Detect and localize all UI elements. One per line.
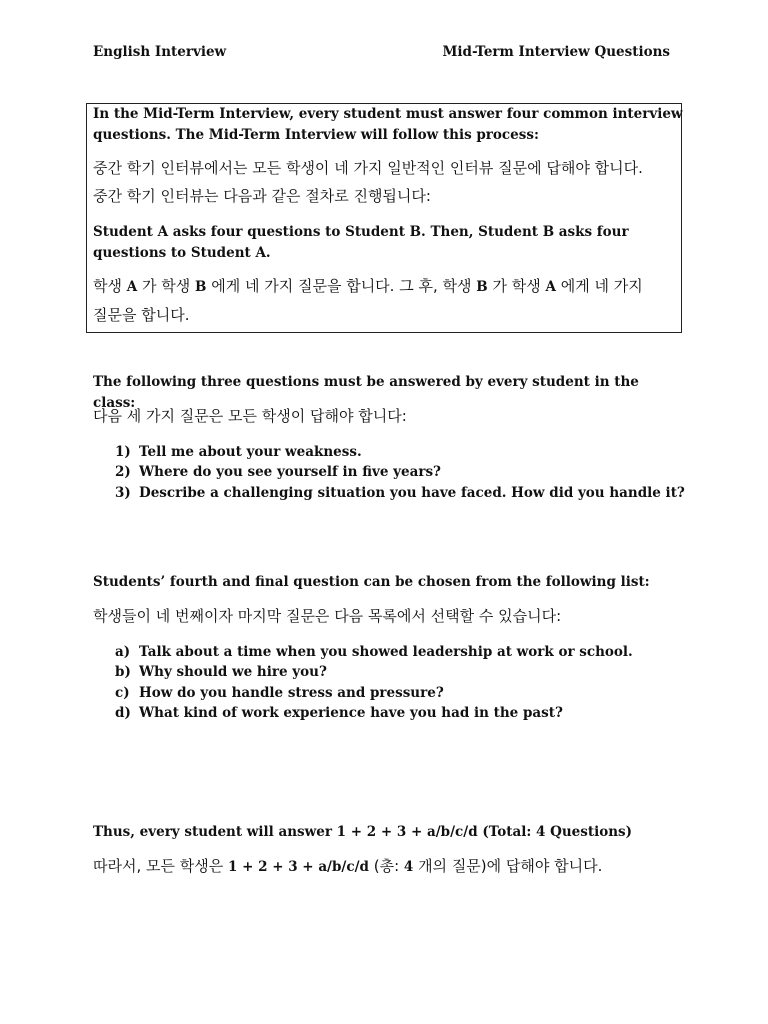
fourth-question-list bbox=[115, 642, 633, 723]
header-course-title: English Interview bbox=[93, 44, 227, 60]
process-intro-en: In the Mid-Term Interview, every student must answer four common interview questions. The Mid-Term Interview will follow this process: bbox=[93, 106, 683, 143]
process-steps-ko-line1: 학생 A 가 학생 B 에게 네 가지 질문을 합니다. 그 후, 학생 B 가 학생 A 에게 네 가지 bbox=[93, 277, 643, 295]
summary-en: Thus, every student will answer 1 + 2 + 3 + a/b/c/d (Total: 4 Questions) bbox=[93, 824, 633, 840]
common-questions-intro-ko: 다음 세 가지 질문은 모든 학생이 답해야 합니다: bbox=[93, 407, 407, 425]
process-intro-ko-line2: 중간 학기 인터뷰는 다음과 같은 절차로 진행됩니다: bbox=[93, 187, 431, 205]
list-item: d) What kind of work experience have you had in the past? bbox=[115, 704, 563, 721]
list-item: a) Talk about a time when you showed leadership at work or school. bbox=[115, 644, 633, 660]
common-questions-list bbox=[115, 442, 685, 503]
summary-ko: 따라서, 모든 학생은 1 + 2 + 3 + a/b/c/d (총: 4 개의 질문)에 답해야 합니다. bbox=[93, 857, 603, 875]
fourth-question-intro-ko: 학생들이 네 번째이자 마지막 질문은 다음 목록에서 선택할 수 있습니다: bbox=[93, 607, 562, 625]
list-item: 2) Where do you see yourself in five years? bbox=[115, 464, 441, 481]
process-steps-en: Student A asks four questions to Student B. Then, Student B asks four questions to Student A. bbox=[93, 224, 629, 261]
common-questions-intro-en: The following three questions must be answered by every student in the class: bbox=[93, 374, 639, 411]
process-intro-ko-line1: 중간 학기 인터뷰에서는 모든 학생이 네 가지 일반적인 인터뷰 질문에 답해야 합니다. bbox=[93, 159, 643, 177]
list-item: 3) Describe a challenging situation you have faced. How did you handle it? bbox=[115, 484, 685, 501]
process-steps-ko-line2: 질문을 합니다. bbox=[93, 306, 190, 324]
header-document-title: Mid-Term Interview Questions bbox=[442, 44, 670, 60]
list-item: b) Why should we hire you? bbox=[115, 664, 327, 681]
list-item: 1) Tell me about your weakness. bbox=[115, 444, 362, 460]
list-item: c) How do you handle stress and pressure? bbox=[115, 684, 444, 701]
fourth-question-intro-en: Students’ fourth and final question can be chosen from the following list: bbox=[93, 574, 650, 590]
